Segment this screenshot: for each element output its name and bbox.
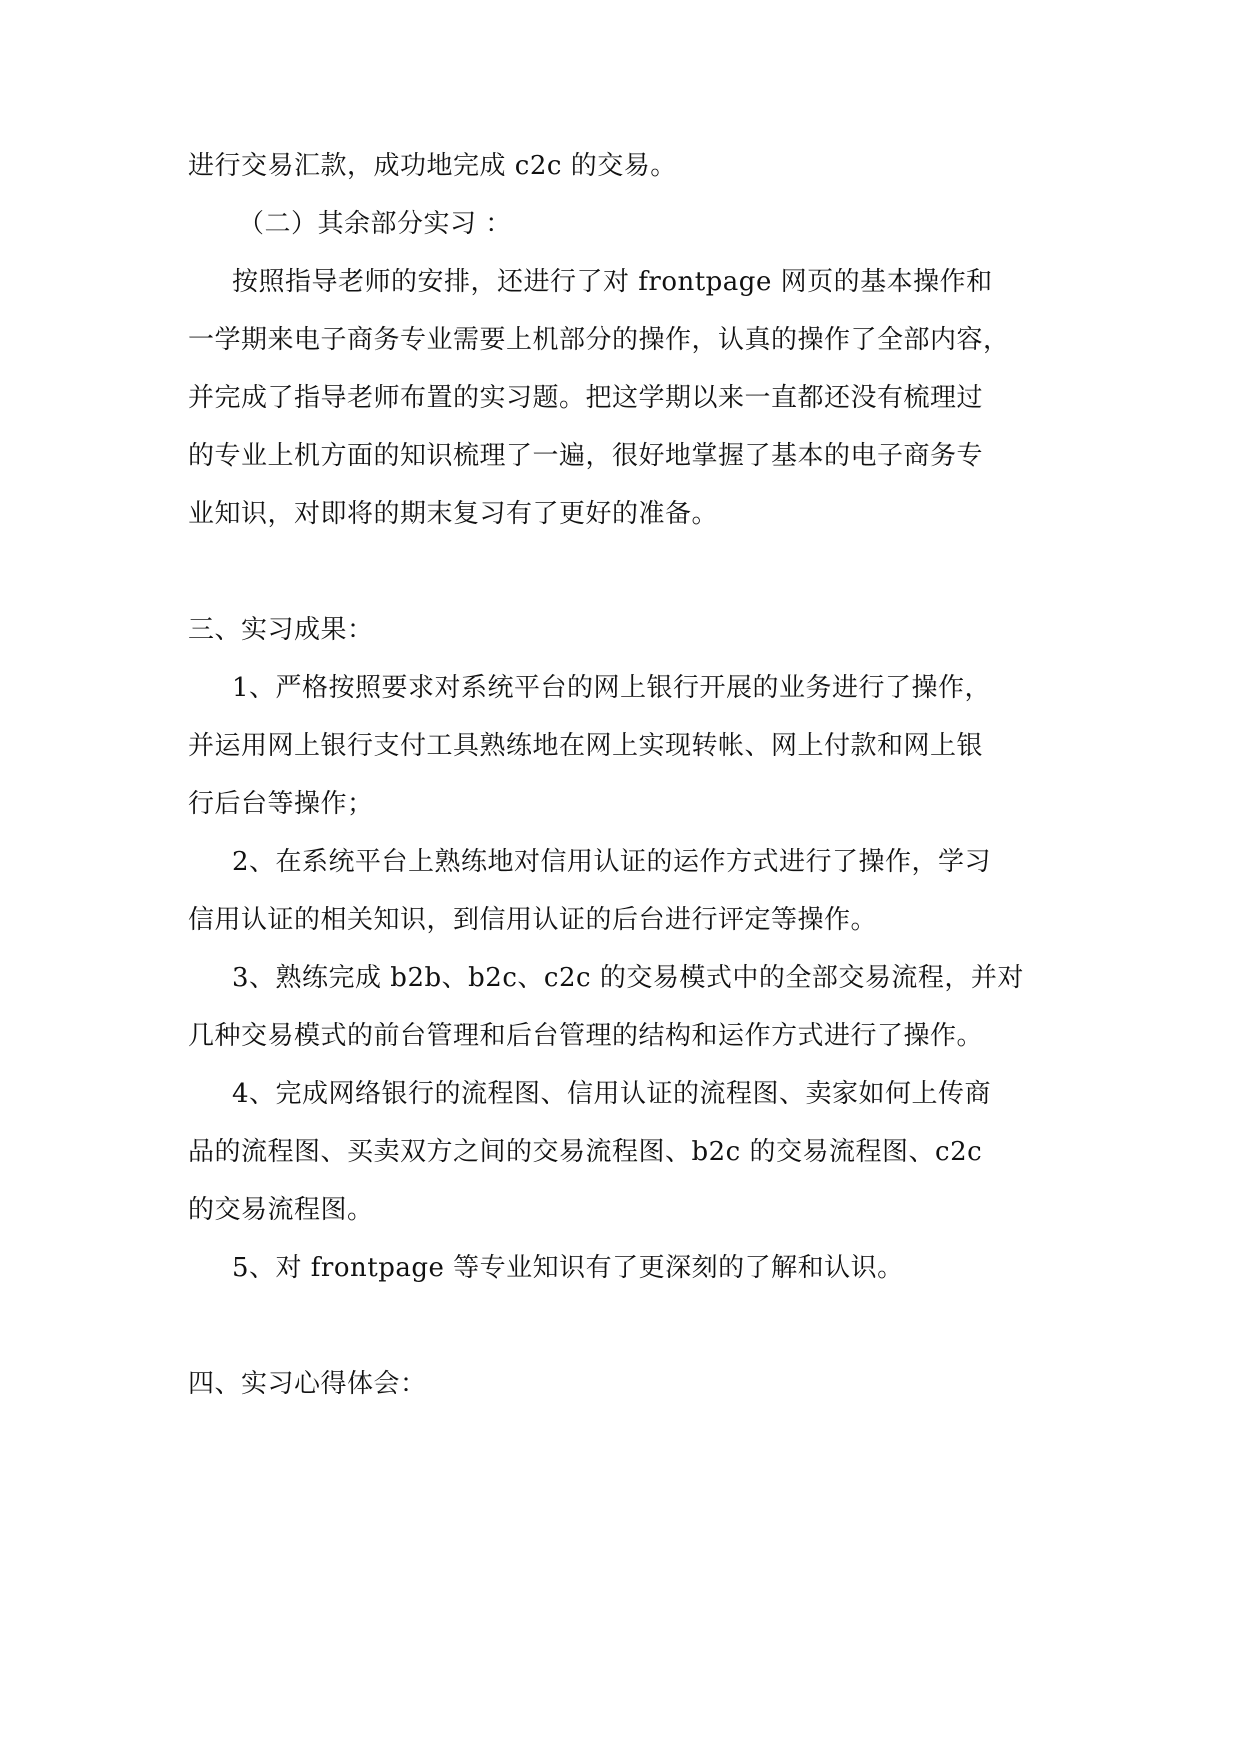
list-item-line: 行后台等操作； [188,789,374,819]
list-item-line: 1、严格按照要求对系统平台的网上银行开展的业务进行了操作， [232,673,992,703]
section-subheading: （二）其余部分实习 ： [238,209,512,239]
section-heading: 四、实习心得体会： [188,1369,427,1399]
list-item-line: 2、在系统平台上熟练地对信用认证的运作方式进行了操作，学习 [232,847,992,877]
list-item-line: 5、对 frontpage 等专业知识有了更深刻的了解和认识。 [232,1253,904,1283]
list-item-line: 3、熟练完成 b2b、b2c、c2c 的交易模式中的全部交易流程，并对 [232,963,1024,993]
section-heading: 三、实习成果： [188,615,374,645]
paragraph-line: 并完成了指导老师布置的实习题。把这学期以来一直都还没有梳理过 [188,383,984,413]
paragraph-line: 业知识，对即将的期末复习有了更好的准备。 [188,499,719,529]
list-item-line: 4、完成网络银行的流程图、信用认证的流程图、卖家如何上传商 [232,1079,992,1109]
paragraph-line: 进行交易汇款，成功地完成 c2c 的交易。 [188,151,677,181]
list-item-line: 品的流程图、买卖双方之间的交易流程图、b2c 的交易流程图、c2c [188,1137,983,1167]
list-item-line: 的交易流程图。 [188,1195,374,1225]
paragraph-line: 一学期来电子商务专业需要上机部分的操作，认真的操作了全部内容， [188,325,1010,355]
paragraph-line: 的专业上机方面的知识梳理了一遍，很好地掌握了基本的电子商务专 [188,441,984,471]
list-item-line: 几种交易模式的前台管理和后台管理的结构和运作方式进行了操作。 [188,1021,984,1051]
paragraph-line: 按照指导老师的安排，还进行了对 frontpage 网页的基本操作和 [232,267,993,297]
list-item-line: 并运用网上银行支付工具熟练地在网上实现转帐、网上付款和网上银 [188,731,984,761]
list-item-line: 信用认证的相关知识，到信用认证的后台进行评定等操作。 [188,905,878,935]
